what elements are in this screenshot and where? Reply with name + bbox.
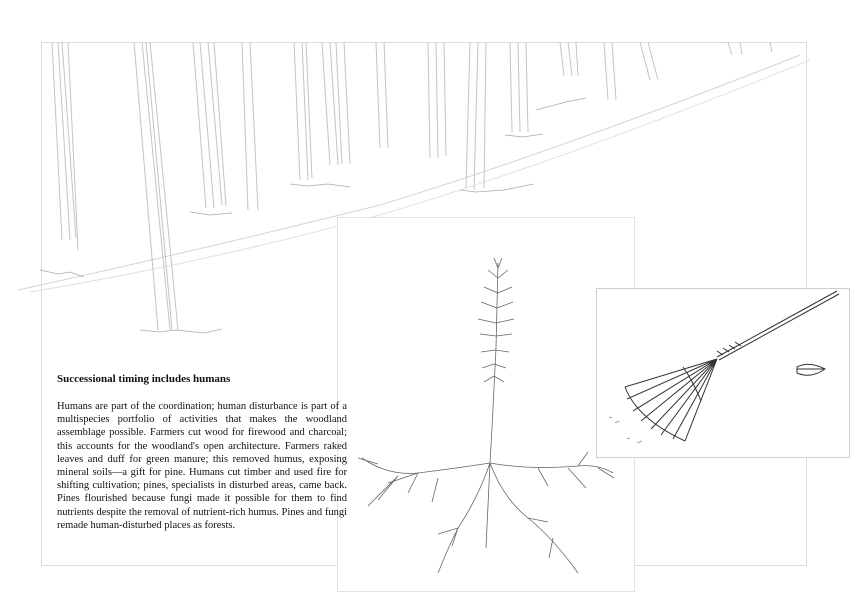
caption-text-block <box>57 372 347 532</box>
seedling-illustration-panel <box>337 217 635 592</box>
rake-illustration <box>597 289 850 459</box>
rake-illustration-panel <box>596 288 850 458</box>
pine-seedling-illustration <box>338 218 636 593</box>
caption-heading: Successional timing includes humans <box>57 373 231 385</box>
caption-body: Humans are part of the coordination; human disturbance is part of a multispecies portfolio of activities that makes the woodland assemblage possible. Farmers cut wood for firewood and charcoal; this accounts for the woodland's open architecture. Farmers raked leaves and duff for green manure; this removed humus, exposing mineral soils—a gift for pine. Humans cut timber and used fire for shifting cultivation; pines, specialists in disturbed areas, came back. Pines flourished because fungi made it possible for them to find nutrients despite the removal of nutrient-rich humus. Pines and fungi remade human-disturbed places as forests. <box>57 401 347 531</box>
